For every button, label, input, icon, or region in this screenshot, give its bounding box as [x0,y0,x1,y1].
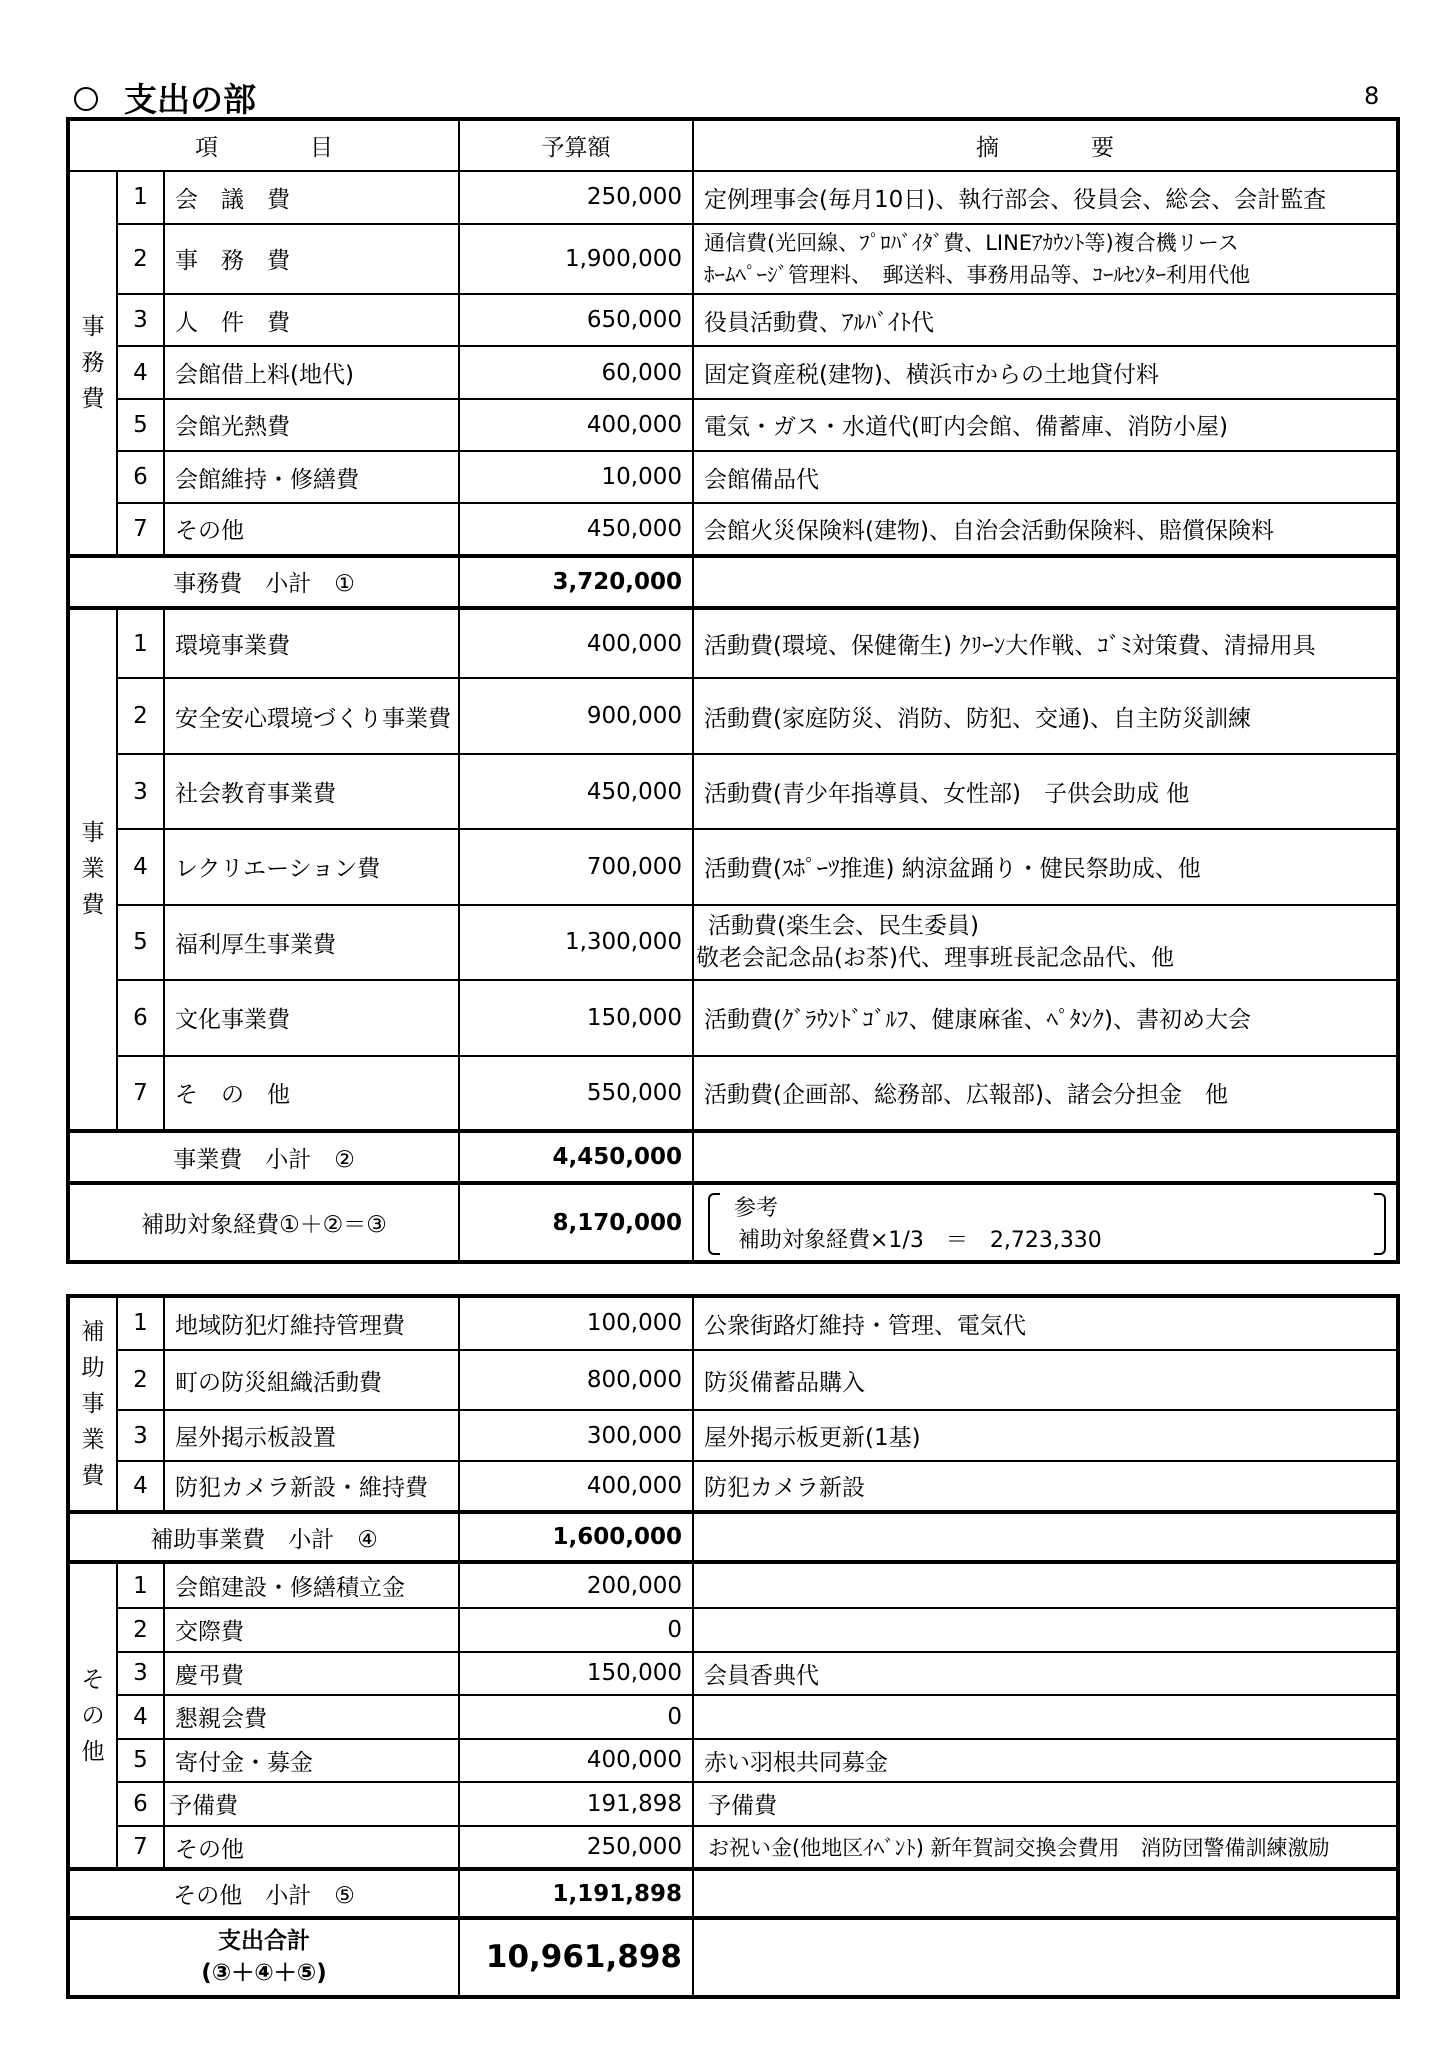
expense-table-secondary [66,1294,1400,1999]
amount: 150,000 [459,980,693,1055]
amount: 400,000 [459,1461,693,1512]
row-number: 4 [117,1695,164,1739]
table-row [70,980,1396,1055]
row-number: 3 [117,294,164,346]
item-name: その他 [164,503,459,555]
table-row [70,1056,1396,1131]
note: 活動費(ｸﾞﾗｳﾝﾄﾞｺﾞﾙﾌ、健康麻雀、ﾍﾟﾀﾝｸ)、書初め大会 [693,980,1396,1055]
item-name: 会館建設・修繕積立金 [164,1562,459,1608]
subtotal-label: 補助事業費 小計 ④ [70,1512,459,1563]
note: 活動費(楽生会、民生委員) 敬老会記念品(お茶)代、理事班長記念品代、他 [693,905,1396,980]
subtotal-row [70,1131,1396,1183]
item-name: 寄付金・募金 [164,1739,459,1783]
grand-total-amount: 10,961,898 [459,1918,693,1995]
row-number: 2 [117,678,164,753]
grand-total-row [70,1918,1396,1995]
note [693,1562,1396,1608]
note: 防災備蓄品購入 [693,1350,1396,1411]
reference-title: 参考 [734,1196,779,1222]
note: 公衆街路灯維持・管理、電気代 [693,1298,1396,1350]
table-row [70,399,1396,451]
table-row [70,1695,1396,1739]
row-number: 1 [117,1562,164,1608]
item-name: 環境事業費 [164,608,459,678]
amount: 900,000 [459,678,693,753]
item-name: 交際費 [164,1608,459,1652]
row-number: 2 [117,224,164,294]
table-row [70,1562,1396,1608]
item-name: 慶弔費 [164,1652,459,1696]
row-number: 5 [117,905,164,980]
note: 活動費(青少年指導員、女性部) 子供会助成 他 [693,754,1396,829]
row-number: 3 [117,754,164,829]
item-name: 文化事業費 [164,980,459,1055]
amount: 1,900,000 [459,224,693,294]
table-row [70,1739,1396,1783]
amount: 10,000 [459,451,693,503]
amount: 150,000 [459,1652,693,1696]
category-label: 事 業 費 [70,608,117,1131]
subtotal-row [70,556,1396,608]
note: 会館火災保険料(建物)、自治会活動保険料、賠償保険料 [693,503,1396,555]
item-name: 福利厚生事業費 [164,905,459,980]
subtotal-row [70,1512,1396,1563]
category-label: 事 務 費 [70,171,117,555]
eligible-amount: 8,170,000 [459,1183,693,1260]
category-label: そ の 他 [70,1562,117,1869]
row-number: 6 [117,451,164,503]
item-name: 会館維持・修繕費 [164,451,459,503]
row-number: 6 [117,1782,164,1826]
note: 赤い羽根共同募金 [693,1739,1396,1783]
item-name: 会館借上料(地代) [164,346,459,398]
expense-table-main [66,117,1400,1264]
table-row [70,1350,1396,1411]
note [693,1608,1396,1652]
amount: 300,000 [459,1410,693,1461]
table-row [70,1410,1396,1461]
note: 電気・ガス・水道代(町内会館、備蓄庫、消防小屋) [693,399,1396,451]
table-row [70,1461,1396,1512]
item-name: 防犯カメラ新設・維持費 [164,1461,459,1512]
table-row [70,1826,1396,1870]
amount: 60,000 [459,346,693,398]
row-number: 4 [117,1461,164,1512]
table-row [70,1652,1396,1696]
amount: 200,000 [459,1562,693,1608]
item-name: そ の 他 [164,1056,459,1131]
row-number: 3 [117,1652,164,1696]
row-number: 6 [117,980,164,1055]
left-bracket-icon [708,1193,720,1255]
page-title [74,74,256,121]
row-number: 5 [117,1739,164,1783]
table-row [70,294,1396,346]
table-row [70,1608,1396,1652]
note: 活動費(家庭防災、消防、防犯、交通)、自主防災訓練 [693,678,1396,753]
amount: 450,000 [459,503,693,555]
note [693,1695,1396,1739]
reference-text: 補助対象経費×1/3 ＝ 2,723,330 [738,1228,1102,1254]
page-number: 8 [1364,82,1380,110]
amount: 100,000 [459,1298,693,1350]
row-number: 5 [117,399,164,451]
row-number: 7 [117,1056,164,1131]
amount: 450,000 [459,754,693,829]
amount: 650,000 [459,294,693,346]
note: 活動費(企画部、総務部、広報部)、諸会分担金 他 [693,1056,1396,1131]
category-label: 補 助 事 業 費 [70,1298,117,1512]
item-name: 屋外掲示板設置 [164,1410,459,1461]
note: 屋外掲示板更新(1基) [693,1410,1396,1461]
amount: 800,000 [459,1350,693,1411]
amount: 400,000 [459,1739,693,1783]
note: 固定資産税(建物)、横浜市からの土地貸付料 [693,346,1396,398]
amount: 1,300,000 [459,905,693,980]
row-number: 3 [117,1410,164,1461]
circle-bullet-icon [74,87,98,111]
eligible-expense-row [70,1183,1396,1260]
subtotal-row [70,1869,1396,1918]
amount: 191,898 [459,1782,693,1826]
note: お祝い金(他地区ｲﾍﾞﾝﾄ) 新年賀詞交換会費用 消防団警備訓練激励 [693,1826,1396,1870]
subtotal-amount: 4,450,000 [459,1131,693,1183]
right-bracket-icon [1374,1193,1386,1255]
subtotal-label: 事業費 小計 ② [70,1131,459,1183]
amount: 250,000 [459,1826,693,1870]
amount: 400,000 [459,399,693,451]
item-name: 会 議 費 [164,171,459,223]
reference-note [693,1183,1396,1260]
item-name: その他 [164,1826,459,1870]
item-name: 社会教育事業費 [164,754,459,829]
header-item: 項 目 [70,121,459,171]
item-name: 地域防犯灯維持管理費 [164,1298,459,1350]
table-row [70,171,1396,223]
table-row [70,1782,1396,1826]
item-name: 事 務 費 [164,224,459,294]
subtotal-amount: 1,600,000 [459,1512,693,1563]
item-name: 懇親会費 [164,1695,459,1739]
table-row [70,829,1396,904]
row-number: 7 [117,503,164,555]
item-name: 人 件 費 [164,294,459,346]
subtotal-amount: 3,720,000 [459,556,693,608]
table-row [70,451,1396,503]
note: 予備費 [693,1782,1396,1826]
amount: 700,000 [459,829,693,904]
header-summary: 摘 要 [693,121,1396,171]
subtotal-label: 事務費 小計 ① [70,556,459,608]
table-row [70,346,1396,398]
table-row [70,224,1396,294]
grand-total-label: 支出合計 (③＋④＋⑤) [70,1918,459,1995]
note: 会館備品代 [693,451,1396,503]
item-name: 会館光熱費 [164,399,459,451]
amount: 250,000 [459,171,693,223]
table-row [70,754,1396,829]
row-number: 1 [117,171,164,223]
row-number: 4 [117,346,164,398]
row-number: 2 [117,1350,164,1411]
subtotal-label: その他 小計 ⑤ [70,1869,459,1918]
row-number: 1 [117,608,164,678]
amount: 550,000 [459,1056,693,1131]
table-row [70,905,1396,980]
note: 防犯カメラ新設 [693,1461,1396,1512]
table-row [70,678,1396,753]
row-number: 1 [117,1298,164,1350]
table-row [70,608,1396,678]
header-budget: 予算額 [459,121,693,171]
note: 会員香典代 [693,1652,1396,1696]
note: 活動費(環境、保健衛生) ｸﾘｰﾝ大作戦、ｺﾞﾐ対策費、清掃用具 [693,608,1396,678]
amount: 400,000 [459,608,693,678]
subtotal-amount: 1,191,898 [459,1869,693,1918]
item-name: レクリエーション費 [164,829,459,904]
table-row [70,1298,1396,1350]
note: 活動費(ｽﾎﾟｰﾂ推進) 納涼盆踊り・健民祭助成、他 [693,829,1396,904]
item-name: 町の防災組織活動費 [164,1350,459,1411]
eligible-label: 補助対象経費①＋②＝③ [70,1183,459,1260]
amount: 0 [459,1608,693,1652]
row-number: 4 [117,829,164,904]
item-name: 安全安心環境づくり事業費 [164,678,459,753]
note: 役員活動費、ｱﾙﾊﾞｲﾄ代 [693,294,1396,346]
table-row [70,503,1396,555]
table-header-row [70,121,1396,171]
note: 定例理事会(毎月10日)、執行部会、役員会、総会、会計監査 [693,171,1396,223]
item-name: 予備費 [164,1782,459,1826]
note: 通信費(光回線、ﾌﾟﾛﾊﾞｲﾀﾞ費、LINEｱｶｳﾝﾄ等)複合機リース ﾎｰﾑﾍﾟｰｼﾞ管理料、 郵送料、事務用品等、ｺｰﾙｾﾝﾀｰ利用代他 [693,224,1396,294]
row-number: 7 [117,1826,164,1870]
amount: 0 [459,1695,693,1739]
row-number: 2 [117,1608,164,1652]
title-text: 支出の部 [124,80,256,119]
